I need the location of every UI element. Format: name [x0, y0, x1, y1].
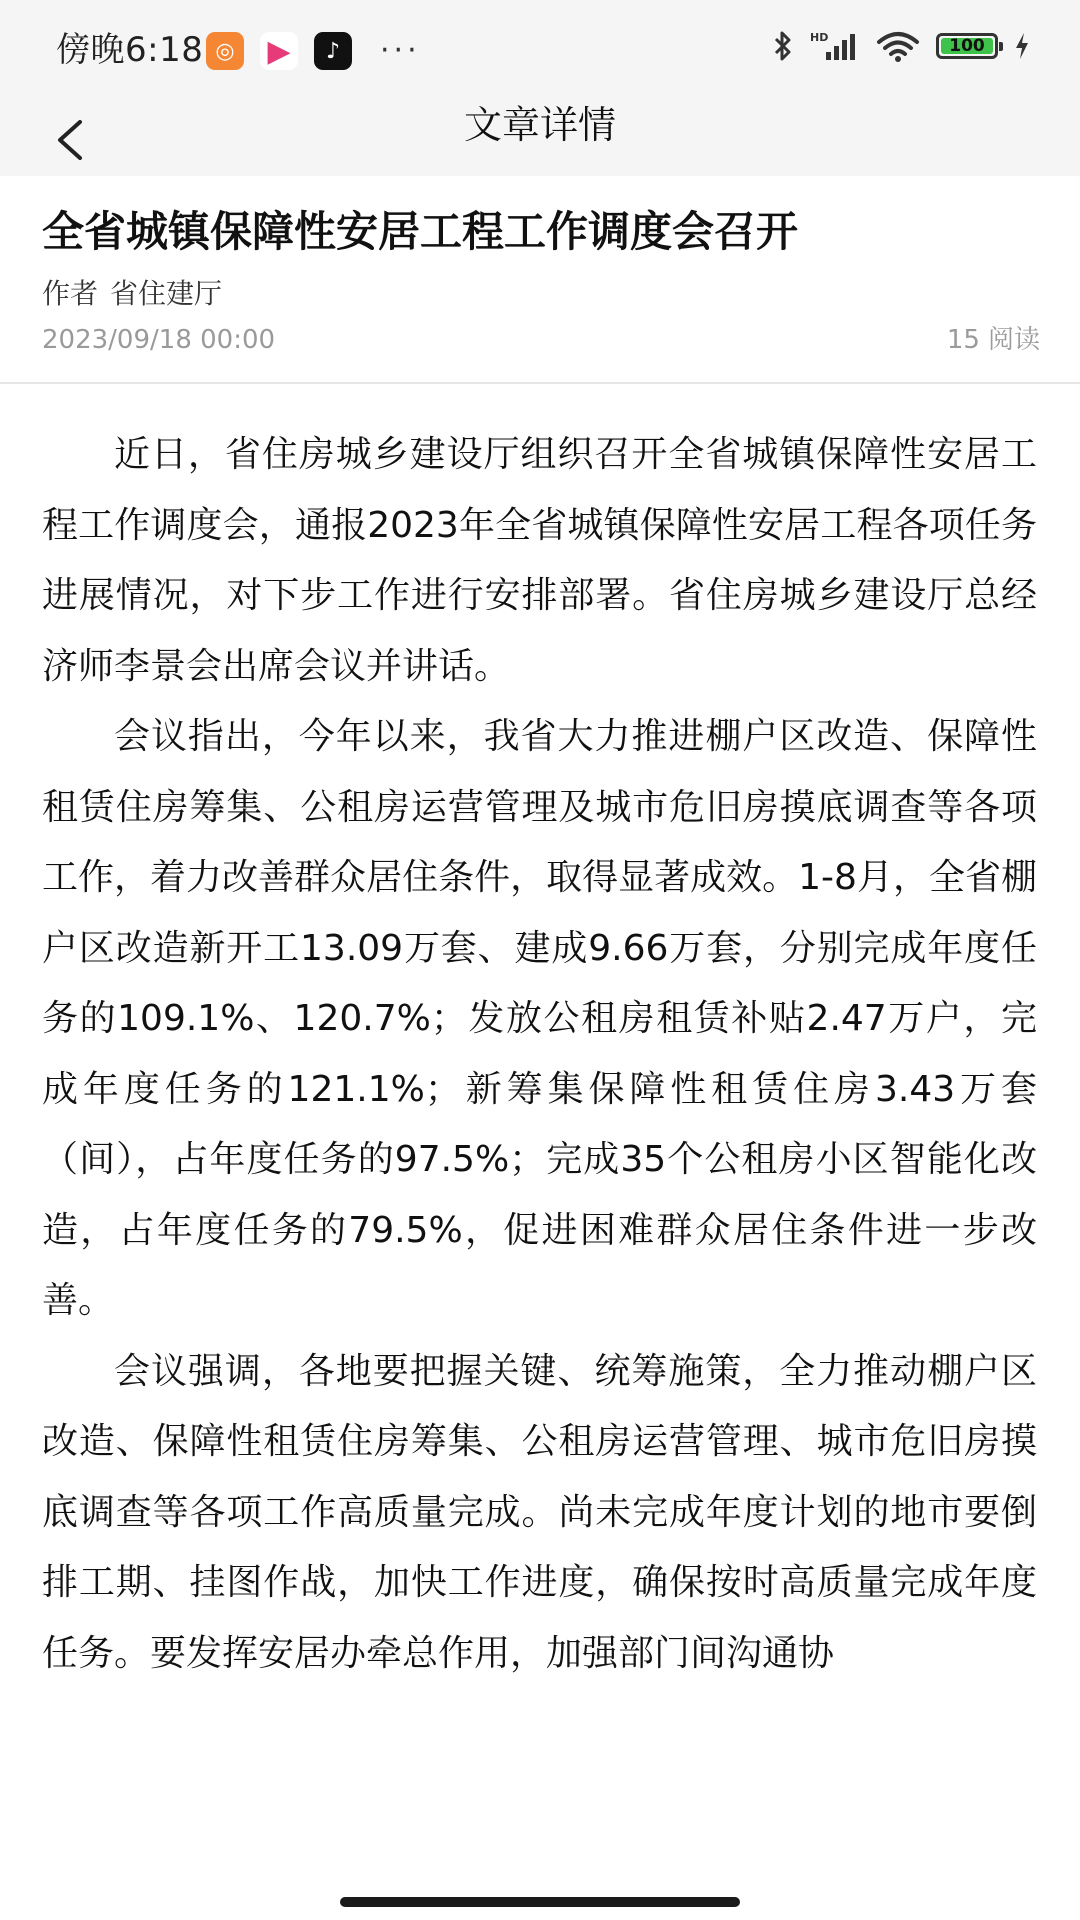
author-name: 省住建厅	[110, 277, 223, 310]
bluetooth-icon	[772, 30, 794, 62]
article-paragraph: 会议强调，各地要把握关键、统筹施策，全力推动棚户区改造、保障性租赁住房筹集、公租房运营管理、城市危旧房摸底调查等各项工作高质量完成。尚未完成年度计划的地市要倒排工期、挂图作战，加快工作进度，确保按时高质量完成年度任务。要发挥安居办牵总作用，加强部门间沟通协	[42, 1350, 1037, 1674]
read-count-label: 阅读	[987, 325, 1040, 355]
article-paragraph: 会议指出，今年以来，我省大力推进棚户区改造、保障性租赁住房筹集、公租房运营管理及城市危旧房摸底调查等各项工作，着力改善群众居住条件，取得显著成效。1-8月，全省棚户区改造新开工13.09万套、建成9.66万套，分别完成年度任务的109.1%、120.7%；发放公租房租赁补贴2.47万户，完成年度任务的121.1%；新筹集保障性租赁住房3.43万套（间），占年度任务的97.5%；完成35个公租房小区智能化改造，占年度任务的79.5%，促进困难群众居住条件进一步改善。	[42, 716, 1037, 1321]
article-title: 全省城镇保障性安居工程工作调度会召开	[42, 207, 799, 256]
nav-bar	[0, 100, 1080, 176]
video-app-icon: ▶	[260, 32, 298, 70]
more-notifications-icon: ···	[380, 33, 421, 68]
battery-icon	[936, 33, 998, 59]
signal-icon	[810, 30, 860, 62]
article-author	[42, 274, 222, 314]
battery-percent: 100	[949, 36, 985, 56]
page-title: 文章详情	[463, 103, 616, 147]
system-status-icons	[772, 30, 1030, 62]
notification-icons	[206, 32, 421, 70]
home-indicator[interactable]	[340, 1897, 740, 1907]
status-time: 傍晚6:18	[56, 30, 204, 70]
tiktok-icon: ♪	[314, 32, 352, 70]
notification-app-icon: ◎	[206, 32, 244, 70]
publish-date: 2023/09/18 00:00	[42, 325, 276, 355]
charging-icon	[1014, 32, 1030, 60]
author-label: 作者	[42, 277, 99, 310]
article-body	[42, 420, 1037, 1689]
article-paragraph: 近日，省住房城乡建设厅组织召开全省城镇保障性安居工程工作调度会，通报2023年全省城镇保障性安居工程各项任务进展情况，对下步工作进行安排部署。省住房城乡建设厅总经济师李景会出席会议并讲话。	[42, 434, 1037, 687]
wifi-icon	[876, 30, 920, 62]
status-bar	[0, 0, 1080, 100]
read-count-value: 15	[946, 325, 980, 355]
article-header	[0, 176, 1080, 384]
svg-text:HD: HD	[810, 31, 829, 44]
read-count	[947, 321, 1040, 359]
